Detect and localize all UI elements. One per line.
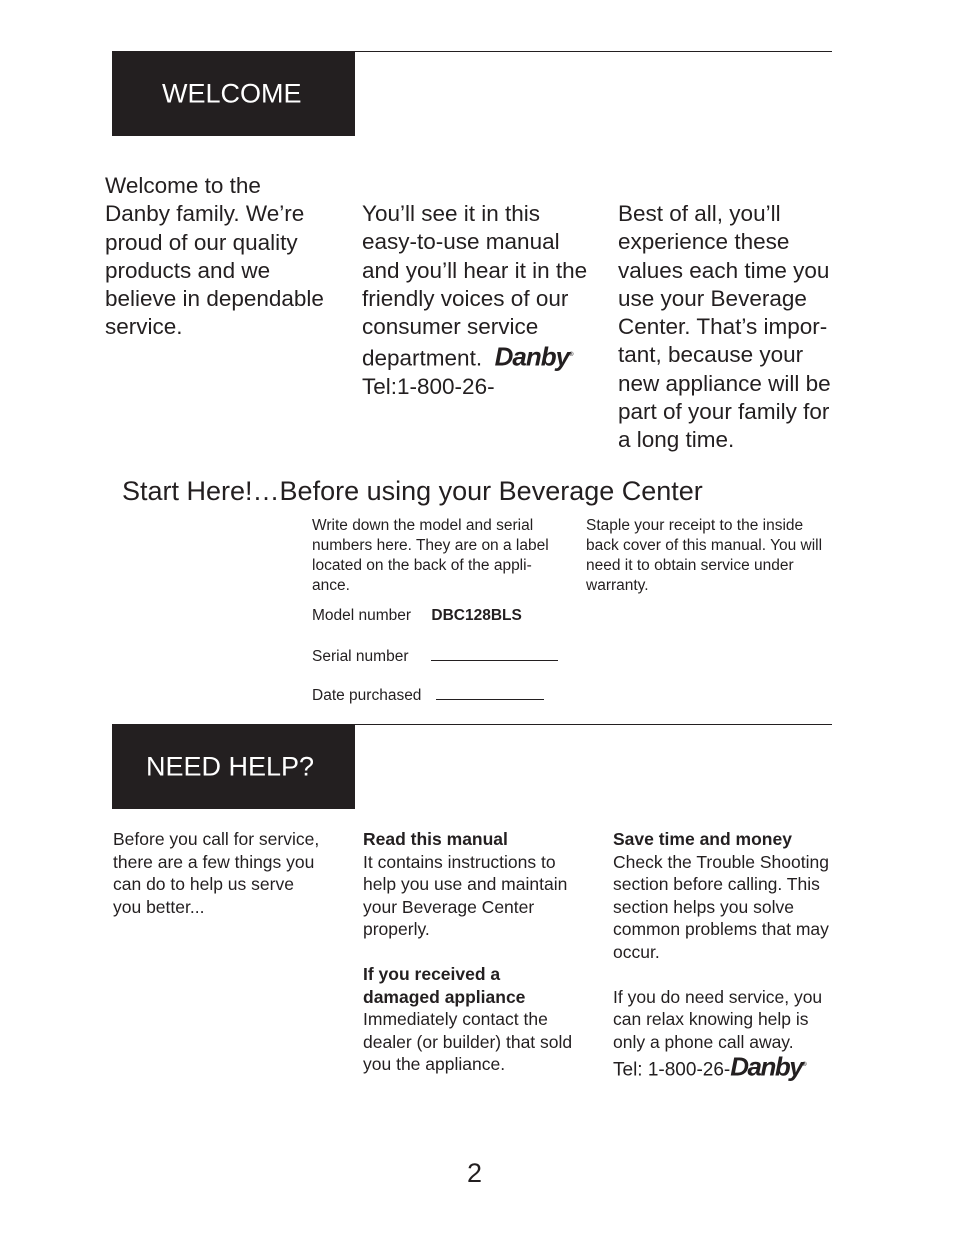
date-purchased-field (312, 685, 544, 705)
text-line: back cover of this manual. You will (586, 537, 823, 554)
registered-mark: ® (569, 352, 574, 359)
registered-mark: ® (802, 1062, 807, 1068)
model-number-value: DBC128BLS (431, 607, 522, 624)
text-line: a long time. (618, 427, 735, 453)
text-line: Staple your receipt to the inside (586, 517, 804, 534)
danby-logo (730, 1051, 807, 1082)
text-line: need it to obtain service under (586, 557, 794, 574)
help-col-2 (363, 828, 603, 1076)
text-line: It contains instructions to (363, 851, 556, 872)
serial-number-label: Serial number (312, 648, 409, 665)
read-manual-title: Read this manual (363, 829, 508, 849)
text-line: tant, because your (618, 342, 804, 368)
serial-number-blank[interactable] (431, 646, 558, 661)
tel-text: Tel: 1-800-26- (613, 1059, 731, 1081)
text-line: help you use and maintain (363, 874, 568, 894)
save-time-title: Save time and money (613, 829, 792, 849)
text-line: Best of all, you’ll (618, 201, 781, 226)
text-line: ance. (312, 577, 350, 594)
text-line: can do to help us serve (113, 874, 294, 894)
spacer (363, 941, 603, 964)
text-line: friendly voices of our (362, 285, 569, 311)
text-line: products and we (105, 257, 271, 283)
page-number: 2 (467, 1158, 483, 1188)
text-line: consumer service (362, 314, 539, 340)
text-line: proud of our quality (105, 229, 298, 255)
text-line: Write down the model and serial (312, 517, 534, 534)
text-line: new appliance will be (618, 370, 831, 396)
model-number-label: Model number (312, 607, 412, 624)
damaged-title: If you received a (363, 964, 501, 984)
text-fragment: department. (362, 346, 483, 372)
welcome-col-1 (105, 172, 345, 342)
text-line: dealer (or builder) that sold (363, 1031, 573, 1052)
text-line: Center. That’s impor- (618, 314, 828, 340)
text-line: experience these (618, 229, 790, 255)
serial-number-field (312, 646, 558, 666)
text-line: Before you call for service, (113, 829, 320, 849)
danby-logo (495, 341, 574, 371)
text-line: numbers here. They are on a label (312, 537, 549, 554)
welcome-col-3 (618, 200, 848, 455)
spacer (613, 963, 848, 986)
model-number-field (312, 607, 522, 625)
text-line: use your Beverage (618, 285, 807, 311)
text-line: Immediately contact the (363, 1009, 548, 1029)
damaged-title: damaged appliance (363, 986, 526, 1007)
text-line: values each time you (618, 257, 830, 283)
text-line: properly. (363, 919, 430, 939)
welcome-banner (112, 52, 355, 136)
text-line: Danby family. We’re (105, 201, 305, 227)
help-col-1 (113, 828, 353, 918)
help-banner (112, 725, 355, 809)
start-heading: Start Here!…Before using your Beverage Center (122, 476, 703, 506)
start-right-text (586, 516, 846, 596)
text-line: located on the back of the appli- (312, 557, 532, 574)
logo-text: Danby (494, 342, 570, 373)
text-line: section helps you solve (613, 896, 794, 917)
text-line: there are a few things you (113, 851, 315, 872)
text-line: can relax knowing help is (613, 1009, 809, 1029)
text-line: If you do need service, you (613, 986, 823, 1007)
text-line: occur. (613, 941, 660, 962)
text-line: easy-to-use manual (362, 229, 560, 255)
text-line: You’ll see it in this (362, 201, 541, 226)
text-line (362, 341, 607, 373)
text-line: Tel:1-800-26- (362, 374, 495, 400)
text-line: believe in dependable (105, 286, 324, 312)
text-line: you better... (113, 896, 205, 917)
text-line: Welcome to the (105, 173, 261, 198)
text-line: part of your family for (618, 399, 830, 425)
text-line: warranty. (586, 577, 649, 594)
text-line: and you’ll hear it in the (362, 257, 588, 283)
text-line: Check the Trouble Shooting (613, 851, 829, 872)
tel-line (613, 1053, 848, 1083)
text-line: common problems that may (613, 919, 829, 939)
text-line: service. (105, 314, 183, 340)
logo-text: Danby (730, 1051, 803, 1082)
welcome-col-2 (362, 200, 607, 402)
text-line: section before calling. This (613, 874, 820, 894)
help-col-3 (613, 828, 848, 1083)
start-left-text (312, 516, 577, 596)
help-heading: NEED HELP? (146, 751, 315, 782)
text-line: only a phone call away. (613, 1031, 794, 1052)
date-purchased-label: Date purchased (312, 687, 422, 704)
text-line: you the appliance. (363, 1054, 506, 1074)
date-purchased-blank[interactable] (436, 685, 544, 700)
welcome-heading: WELCOME (162, 78, 302, 109)
text-line: your Beverage Center (363, 896, 535, 917)
